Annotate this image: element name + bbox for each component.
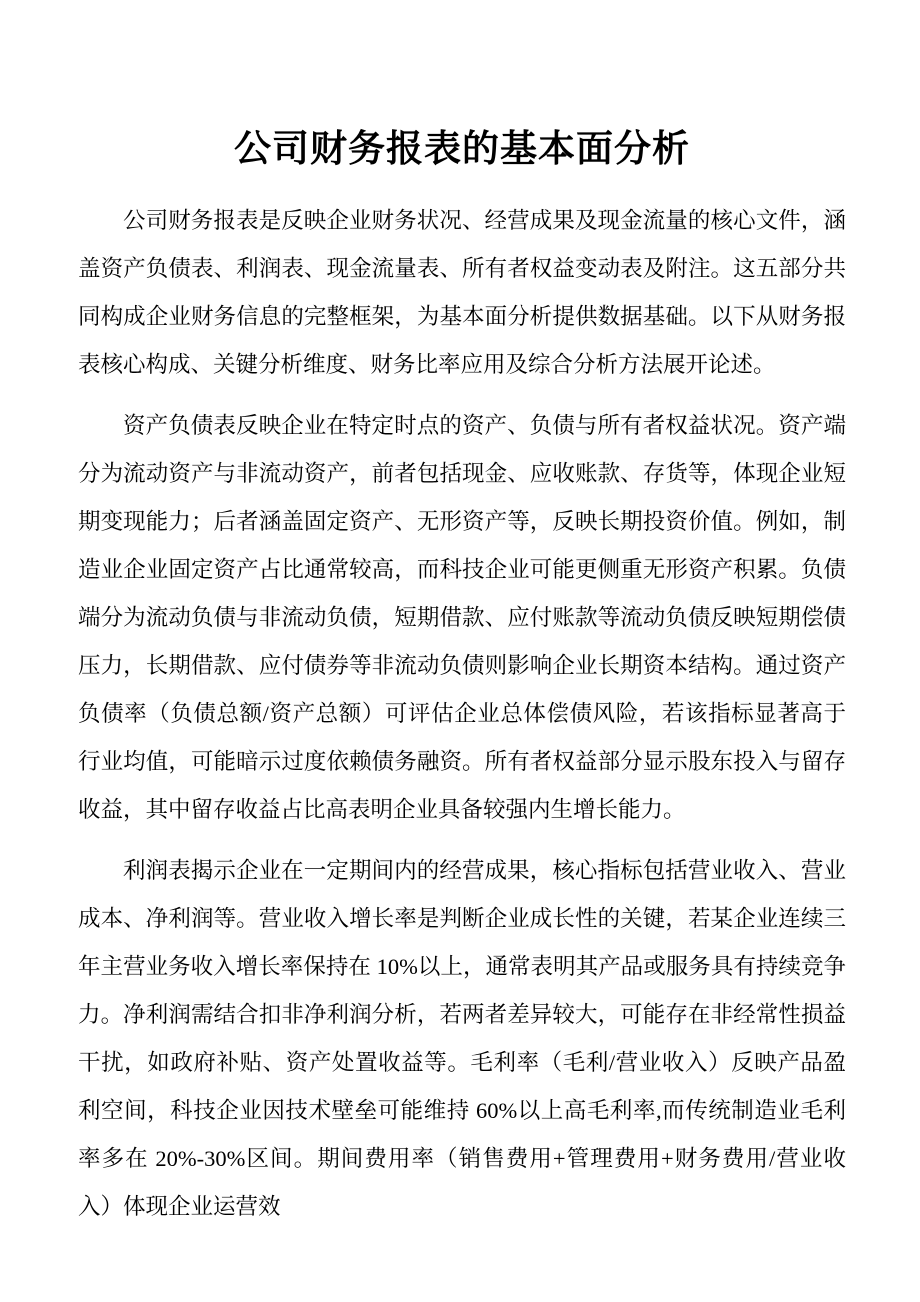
paragraph-balance-sheet: 资产负债表反映企业在特定时点的资产、负债与所有者权益状况。资产端分为流动资产与非流动资产，前者包括现金、应收账款、存货等，体现企业短期变现能力；后者涵盖固定资产、无形资产等，反映长期投资价值。例如，制造业企业固定资产占比通常较高，而科技企业可能更侧重无形资产积累。负债端分为流动负债与非流动负债，短期借款、应付账款等流动负债反映短期偿债压力，长期借款、应付债券等非流动负债则影响企业长期资本结构。通过资产负债率（负债总额/资产总额）可评估企业总体偿债风险，若该指标显著高于行业均值，可能暗示过度依赖债务融资。所有者权益部分显示股东投入与留存收益，其中留存收益占比高表明企业具备较强内生增长能力。 bbox=[78, 413, 846, 822]
document-title: 公司财务报表的基本面分析 bbox=[234, 128, 690, 169]
paragraph-income-statement: 利润表揭示企业在一定期间内的经营成果，核心指标包括营业收入、营业成本、净利润等。营业收入增长率是判断企业成长性的关键，若某企业连续三年主营业务收入增长率保持在 10%以上，通常表明其产品或服务具有持续竞争力。净利润需结合扣非净利润分析，若两者差异较大，可能存在非经常性损益干扰，如政府补贴、资产处置收益等。毛利率（毛利/营业收入）反映产品盈利空间，科技企业因技术壁垒可能维持 60%以上高毛利率,而传统制造业毛利率多在 20%-30%区间。期间费用率（销售费用+管理费用+财务费用/营业收入）体现企业运营效 bbox=[78, 858, 846, 1219]
paragraph-intro: 公司财务报表是反映企业财务状况、经营成果及现金流量的核心文件，涵盖资产负债表、利润表、现金流量表、所有者权益变动表及附注。这五部分共同构成企业财务信息的完整框架，为基本面分析提供数据基础。以下从财务报表核心构成、关键分析维度、财务比率应用及综合分析方法展开论述。 bbox=[78, 208, 846, 377]
